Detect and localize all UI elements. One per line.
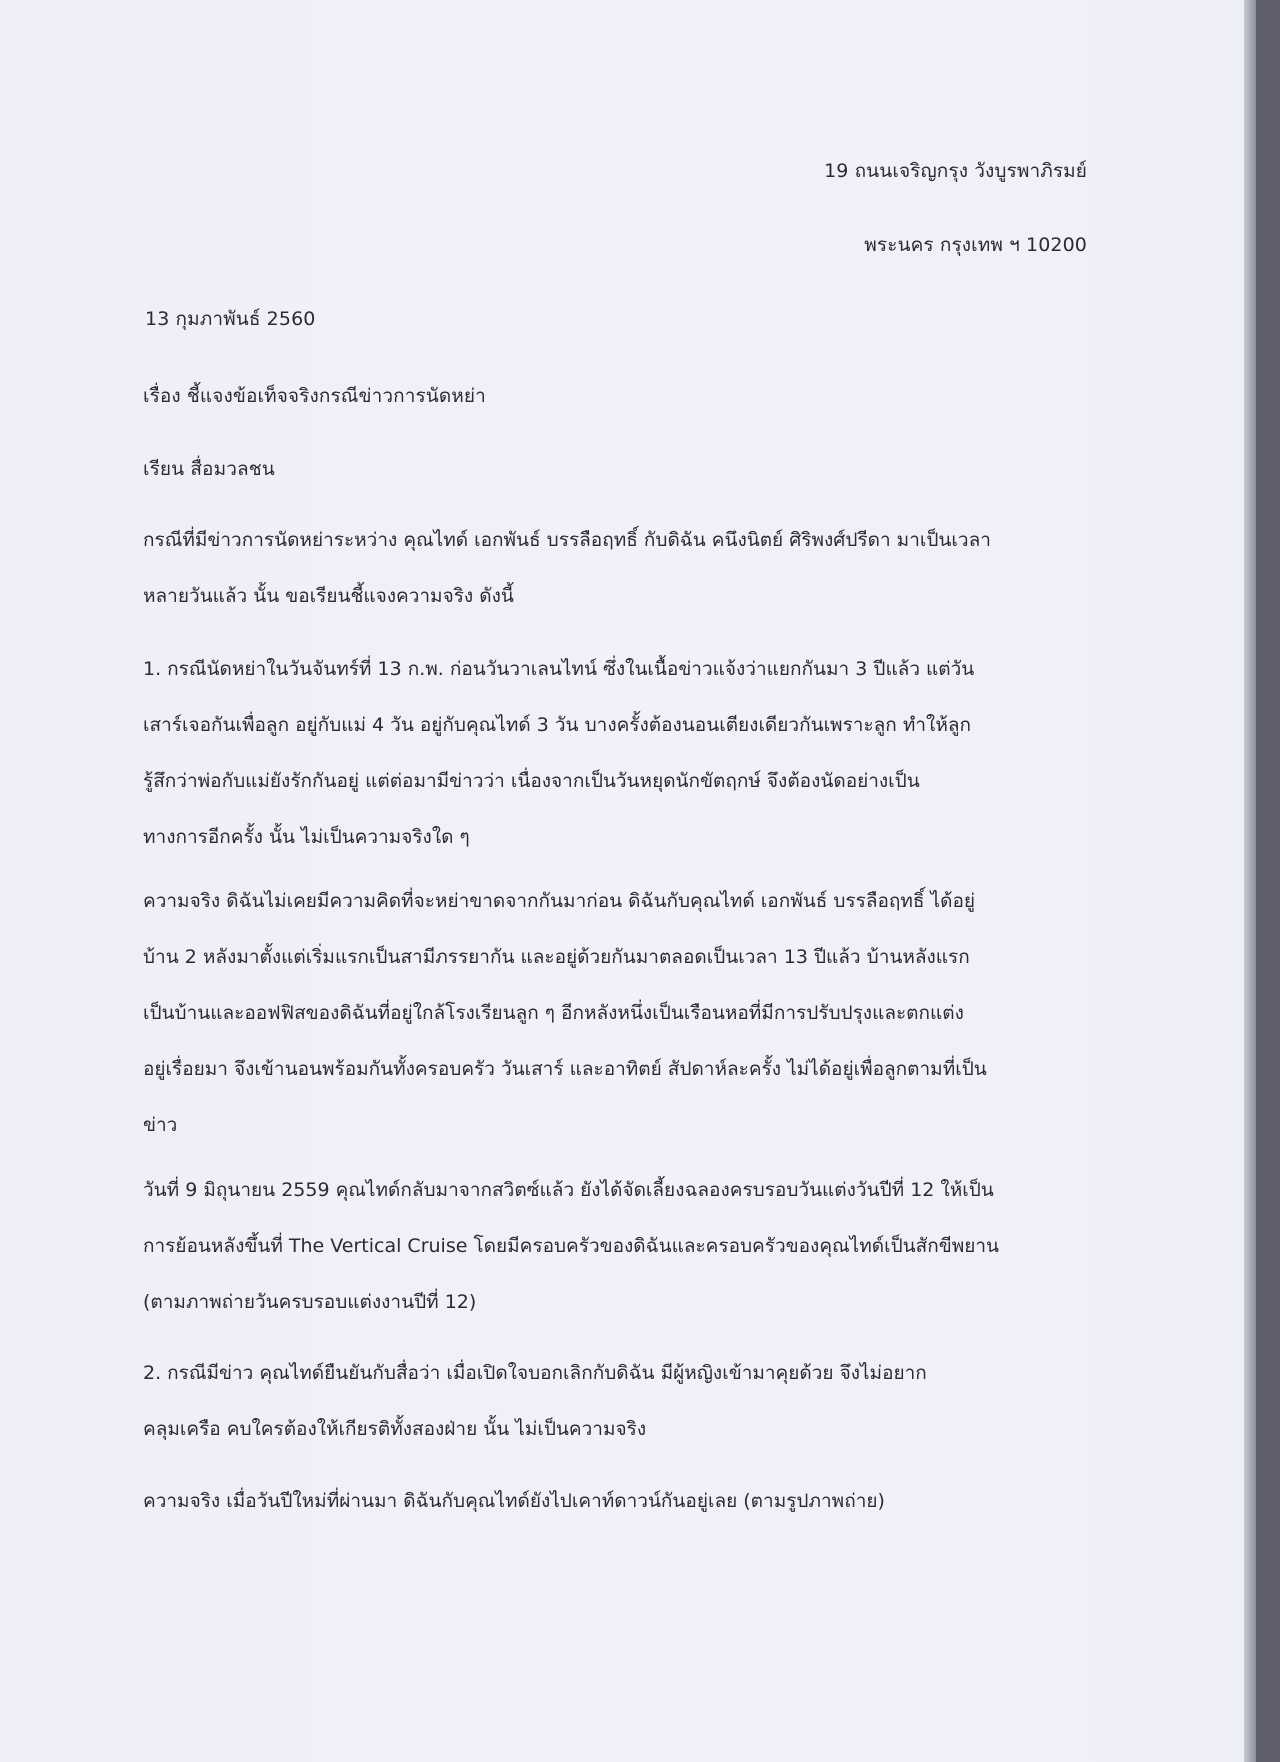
paragraph-line: (ตามภาพถ่ายวันครบรอบแต่งงานปีที่ 12)	[143, 1291, 477, 1313]
paragraph-line: 2. กรณีมีข่าว คุณไทด์ยืนยันกับสื่อว่า เมื่อเปิดใจบอกเลิกกับดิฉัน มีผู้หญิงเข้ามาคุยด้วย จึงไม่อยาก	[143, 1362, 927, 1384]
letter-subject: เรื่อง ชี้แจงข้อเท็จจริงกรณีข่าวการนัดหย่า	[143, 385, 486, 407]
paragraph-line: เป็นบ้านและออฟฟิสของดิฉันที่อยู่ใกล้โรงเรียนลูก ๆ อีกหลังหนึ่งเป็นเรือนหอที่มีการปรับปรุงและตกแต่ง	[143, 1002, 964, 1024]
sender-address-line-2: พระนคร กรุงเทพ ฯ 10200	[864, 234, 1087, 256]
letter-recipient: เรียน สื่อมวลชน	[143, 458, 275, 480]
paragraph-line: วันที่ 9 มิถุนายน 2559 คุณไทด์กลับมาจากสวิตซ์แล้ว ยังได้จัดเลี้ยงฉลองครบรอบวันแต่งวันปีที่ 12 ให้เป็น	[143, 1179, 994, 1201]
sender-address-line-1: 19 ถนนเจริญกรุง วังบูรพาภิรมย์	[824, 160, 1087, 182]
page-edge	[1244, 0, 1256, 1762]
paragraph-truth-2	[143, 1473, 1093, 1529]
paragraph-line: กรณีที่มีข่าวการนัดหย่าระหว่าง คุณไทด์ เอกพันธ์ บรรลือฤทธิ์ กับดิฉัน คนึงนิตย์ ศิริพงศ์ปรีดา มาเป็นเวลา	[143, 529, 991, 551]
paragraph-line: ความจริง ดิฉันไม่เคยมีความคิดที่จะหย่าขาดจากกันมาก่อน ดิฉันกับคุณไทด์ เอกพันธ์ บรรลือฤทธิ์ ได้อยู่	[143, 890, 975, 912]
paragraph-anniversary	[143, 1162, 1093, 1330]
paragraph-line: อยู่เรื่อยมา จึงเข้านอนพร้อมกันทั้งครอบครัว วันเสาร์ และอาทิตย์ สัปดาห์ละครั้ง ไม่ได้อยู่เพื่อลูกตามที่เป็น	[143, 1058, 987, 1080]
paragraph-line: คลุมเครือ คบใครต้องให้เกียรติทั้งสองฝ่าย นั้น ไม่เป็นความจริง	[143, 1418, 647, 1440]
paragraph-intro	[143, 512, 1093, 624]
paragraph-point-1	[143, 641, 1093, 865]
paragraph-line: เสาร์เจอกันเพื่อลูก อยู่กับแม่ 4 วัน อยู่กับคุณไทด์ 3 วัน บางครั้งต้องนอนเตียงเดียวกันเพราะลูก ทำให้ลูก	[143, 714, 971, 736]
paragraph-line: การย้อนหลังขึ้นที่ The Vertical Cruise โดยมีครอบครัวของดิฉันและครอบครัวของคุณไทด์เป็นสักขีพยาน	[143, 1235, 1000, 1257]
paragraph-line: ความจริง เมื่อวันปีใหม่ที่ผ่านมา ดิฉันกับคุณไทด์ยังไปเคาท์ดาวน์กันอยู่เลย (ตามรูปภาพถ่าย)	[143, 1490, 885, 1512]
paragraph-point-2	[143, 1345, 1093, 1457]
paragraph-truth-1	[143, 873, 1093, 1153]
paragraph-line: บ้าน 2 หลังมาตั้งแต่เริ่มแรกเป็นสามีภรรยากัน และอยู่ด้วยกันมาตลอดเป็นเวลา 13 ปีแล้ว บ้านหลังแรก	[143, 946, 970, 968]
paragraph-line: รู้สึกว่าพ่อกับแม่ยังรักกันอยู่ แต่ต่อมามีข่าวว่า เนื่องจากเป็นวันหยุดนักขัตฤกษ์ จึงต้องนัดอย่างเป็น	[143, 770, 920, 792]
letter-date: 13 กุมภาพันธ์ 2560	[145, 308, 316, 330]
paragraph-line: ทางการอีกครั้ง นั้น ไม่เป็นความจริงใด ๆ	[143, 826, 470, 848]
paragraph-line: 1. กรณีนัดหย่าในวันจันทร์ที่ 13 ก.พ. ก่อนวันวาเลนไทน์ ซึ่งในเนื้อข่าวแจ้งว่าแยกกันมา 3 ปีแล้ว แต่วัน	[143, 658, 975, 680]
paragraph-line: ข่าว	[143, 1114, 178, 1136]
paragraph-line: หลายวันแล้ว นั้น ขอเรียนชี้แจงความจริง ดังนี้	[143, 585, 514, 607]
